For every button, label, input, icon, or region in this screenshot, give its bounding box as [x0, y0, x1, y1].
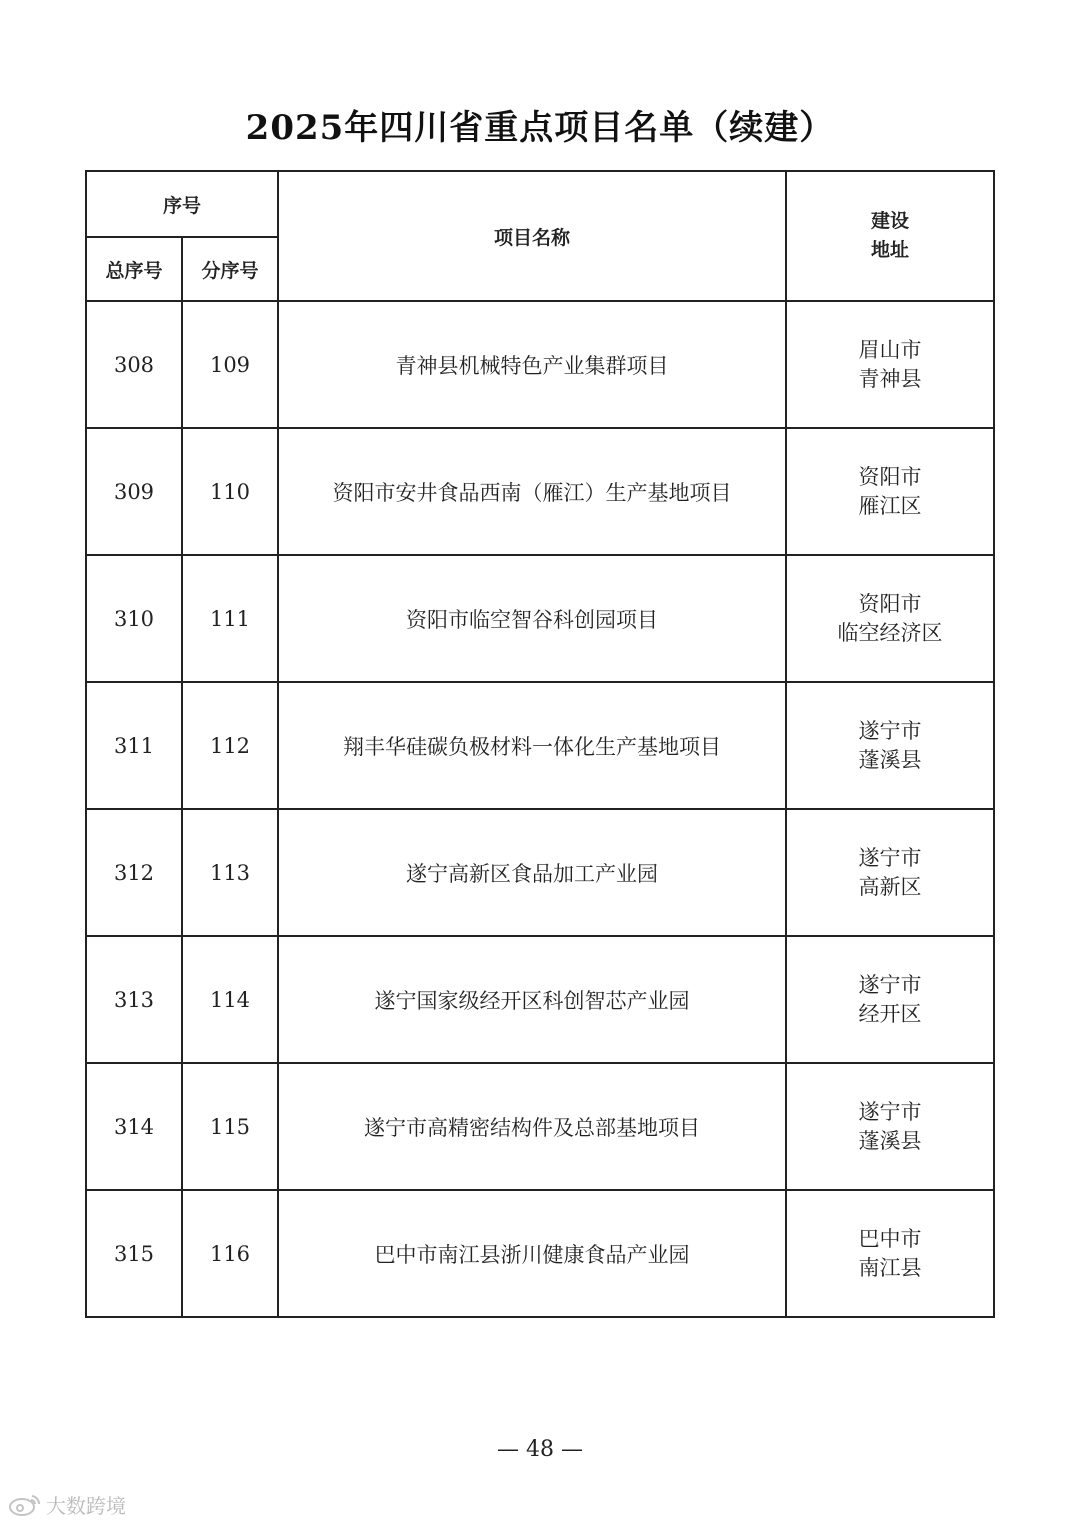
project-name-cell: 遂宁市高精密结构件及总部基地项目 [278, 1063, 786, 1190]
header-seq-group: 序号 [86, 171, 278, 237]
table-row [86, 682, 994, 809]
sub-seq-cell: 112 [182, 682, 278, 809]
location-district: 高新区 [858, 874, 922, 899]
table-row [86, 936, 994, 1063]
total-seq-cell: 315 [86, 1190, 182, 1317]
location-cell [786, 682, 994, 809]
location-cell [786, 555, 994, 682]
header-location-line2: 地址 [871, 239, 910, 261]
location-cell [786, 1063, 994, 1190]
page-title: 2025年四川省重点项目名单（续建） [245, 108, 835, 148]
project-name-cell: 翔丰华硅碳负极材料一体化生产基地项目 [278, 682, 786, 809]
location-city: 眉山市 [858, 337, 922, 362]
table-row [86, 301, 994, 428]
location-city: 遂宁市 [858, 1099, 922, 1124]
sub-seq-cell: 114 [182, 936, 278, 1063]
location-city: 巴中市 [858, 1226, 922, 1251]
project-table [85, 170, 995, 1318]
project-name-cell: 资阳市安井食品西南（雁江）生产基地项目 [278, 428, 786, 555]
location-city: 遂宁市 [858, 972, 922, 997]
total-seq-cell: 314 [86, 1063, 182, 1190]
watermark [8, 1490, 126, 1519]
project-name-cell: 遂宁高新区食品加工产业园 [278, 809, 786, 936]
table-row [86, 1190, 994, 1317]
header-location [786, 171, 994, 301]
watermark-text: 大数跨境 [46, 1494, 126, 1518]
sub-seq-cell: 116 [182, 1190, 278, 1317]
total-seq-cell: 308 [86, 301, 182, 428]
project-name-cell: 资阳市临空智谷科创园项目 [278, 555, 786, 682]
project-name-cell: 遂宁国家级经开区科创智芯产业园 [278, 936, 786, 1063]
location-district: 蓬溪县 [858, 747, 922, 772]
location-city: 资阳市 [858, 591, 922, 616]
table-row [86, 555, 994, 682]
location-cell [786, 428, 994, 555]
sub-seq-cell: 110 [182, 428, 278, 555]
location-cell [786, 1190, 994, 1317]
total-seq-cell: 310 [86, 555, 182, 682]
total-seq-cell: 309 [86, 428, 182, 555]
sub-seq-cell: 115 [182, 1063, 278, 1190]
location-city: 遂宁市 [858, 845, 922, 870]
location-district: 经开区 [858, 1001, 922, 1026]
project-name-cell: 巴中市南江县浙川健康食品产业园 [278, 1190, 786, 1317]
location-district: 雁江区 [858, 493, 922, 518]
project-name-cell: 青神县机械特色产业集群项目 [278, 301, 786, 428]
total-seq-cell: 311 [86, 682, 182, 809]
header-total-seq: 总序号 [86, 237, 182, 301]
table-row [86, 1063, 994, 1190]
header-project-name: 项目名称 [278, 171, 786, 301]
page-number: — 48 — [497, 1437, 583, 1462]
location-city: 资阳市 [858, 464, 922, 489]
location-cell [786, 301, 994, 428]
location-district: 南江县 [858, 1255, 922, 1280]
location-district: 临空经济区 [837, 620, 943, 645]
table-row [86, 809, 994, 936]
table-row [86, 428, 994, 555]
location-cell [786, 936, 994, 1063]
sub-seq-cell: 113 [182, 809, 278, 936]
sub-seq-cell: 111 [182, 555, 278, 682]
total-seq-cell: 313 [86, 936, 182, 1063]
header-location-line1: 建设 [871, 210, 910, 232]
location-district: 蓬溪县 [858, 1128, 922, 1153]
weibo-logo-icon [8, 1492, 42, 1518]
location-cell [786, 809, 994, 936]
header-sub-seq: 分序号 [182, 237, 278, 301]
sub-seq-cell: 109 [182, 301, 278, 428]
location-district: 青神县 [858, 366, 922, 391]
total-seq-cell: 312 [86, 809, 182, 936]
location-city: 遂宁市 [858, 718, 922, 743]
